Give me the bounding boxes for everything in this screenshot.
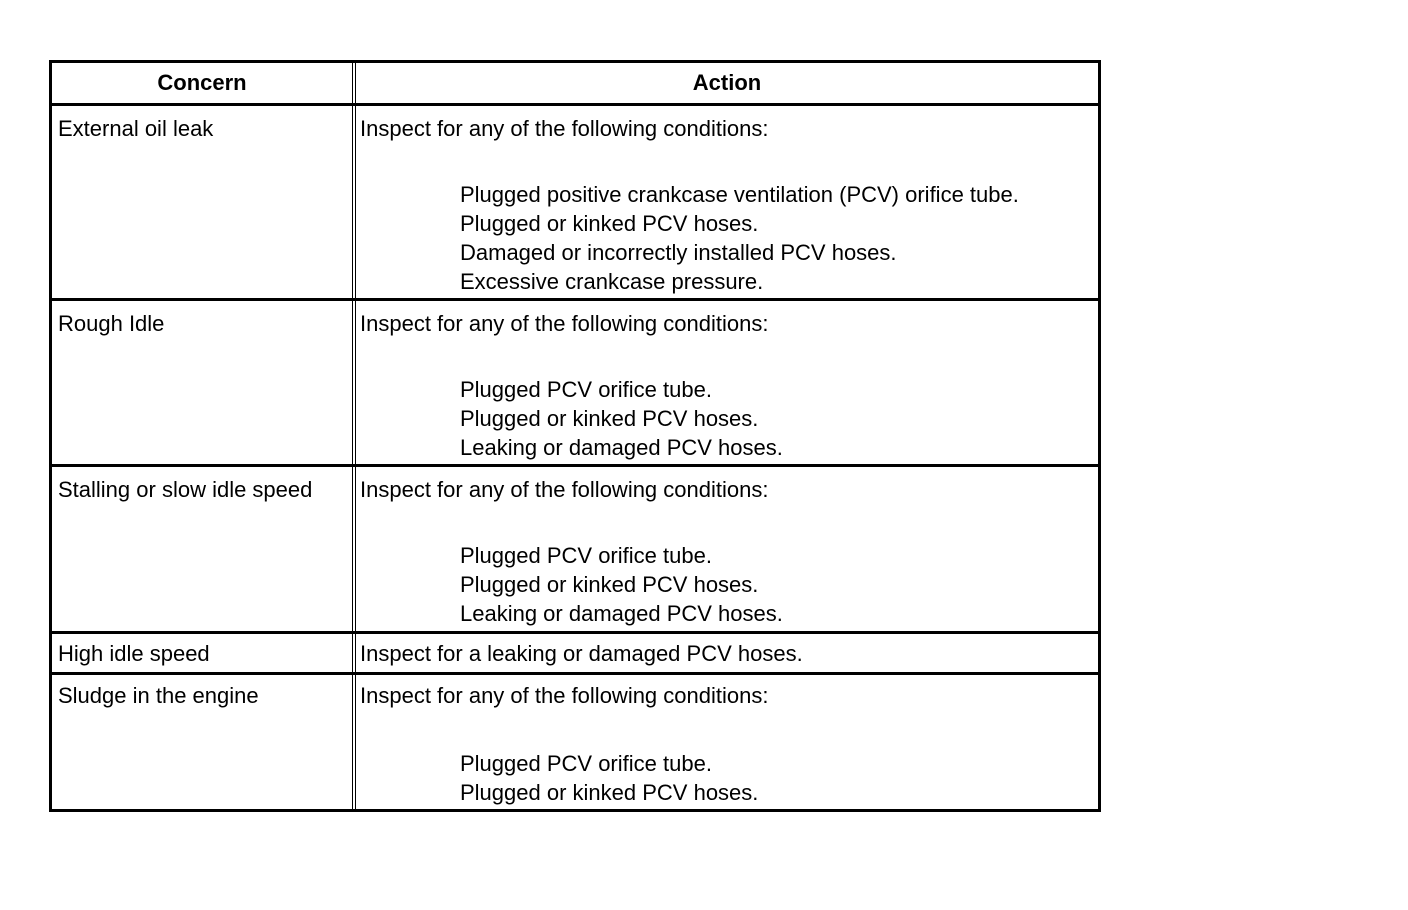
condition-item: Plugged or kinked PCV hoses. [460,406,759,431]
condition-item: Plugged or kinked PCV hoses. [460,780,759,805]
table-row [52,464,1098,632]
concern-cell: External oil leak [58,116,214,141]
concern-cell: High idle speed [58,641,210,666]
table-row [52,672,1098,812]
diagnosis-table [49,60,1101,812]
condition-list [460,749,758,807]
condition-item: Plugged PCV orifice tube. [460,377,712,402]
header-concern: Concern [157,70,247,95]
table-row [52,631,1098,673]
table-header-row [52,63,1098,105]
action-intro: Inspect for any of the following conditions: [360,477,769,502]
action-intro: Inspect for any of the following conditions: [360,311,769,336]
condition-item: Leaking or damaged PCV hoses. [460,435,783,460]
concern-cell: Stalling or slow idle speed [58,477,313,502]
condition-item: Plugged PCV orifice tube. [460,751,712,776]
concern-cell: Rough Idle [58,311,165,336]
condition-item: Leaking or damaged PCV hoses. [460,601,783,626]
condition-item: Damaged or incorrectly installed PCV hoses. [460,240,897,265]
header-action: Action [692,70,762,95]
condition-item: Plugged or kinked PCV hoses. [460,211,759,236]
action-intro: Inspect for a leaking or damaged PCV hoses. [360,641,803,666]
condition-list [460,541,783,628]
condition-list [460,375,783,462]
condition-item: Plugged PCV orifice tube. [460,543,712,568]
table-row [52,103,1098,299]
condition-item: Plugged positive crankcase ventilation (PCV) orifice tube. [460,182,1019,207]
action-intro: Inspect for any of the following conditions: [360,683,769,708]
condition-item: Plugged or kinked PCV hoses. [460,572,759,597]
table-row [52,298,1098,466]
condition-list [460,180,1019,296]
condition-item: Excessive crankcase pressure. [460,269,764,294]
concern-cell: Sludge in the engine [58,683,259,708]
action-intro: Inspect for any of the following conditions: [360,116,769,141]
